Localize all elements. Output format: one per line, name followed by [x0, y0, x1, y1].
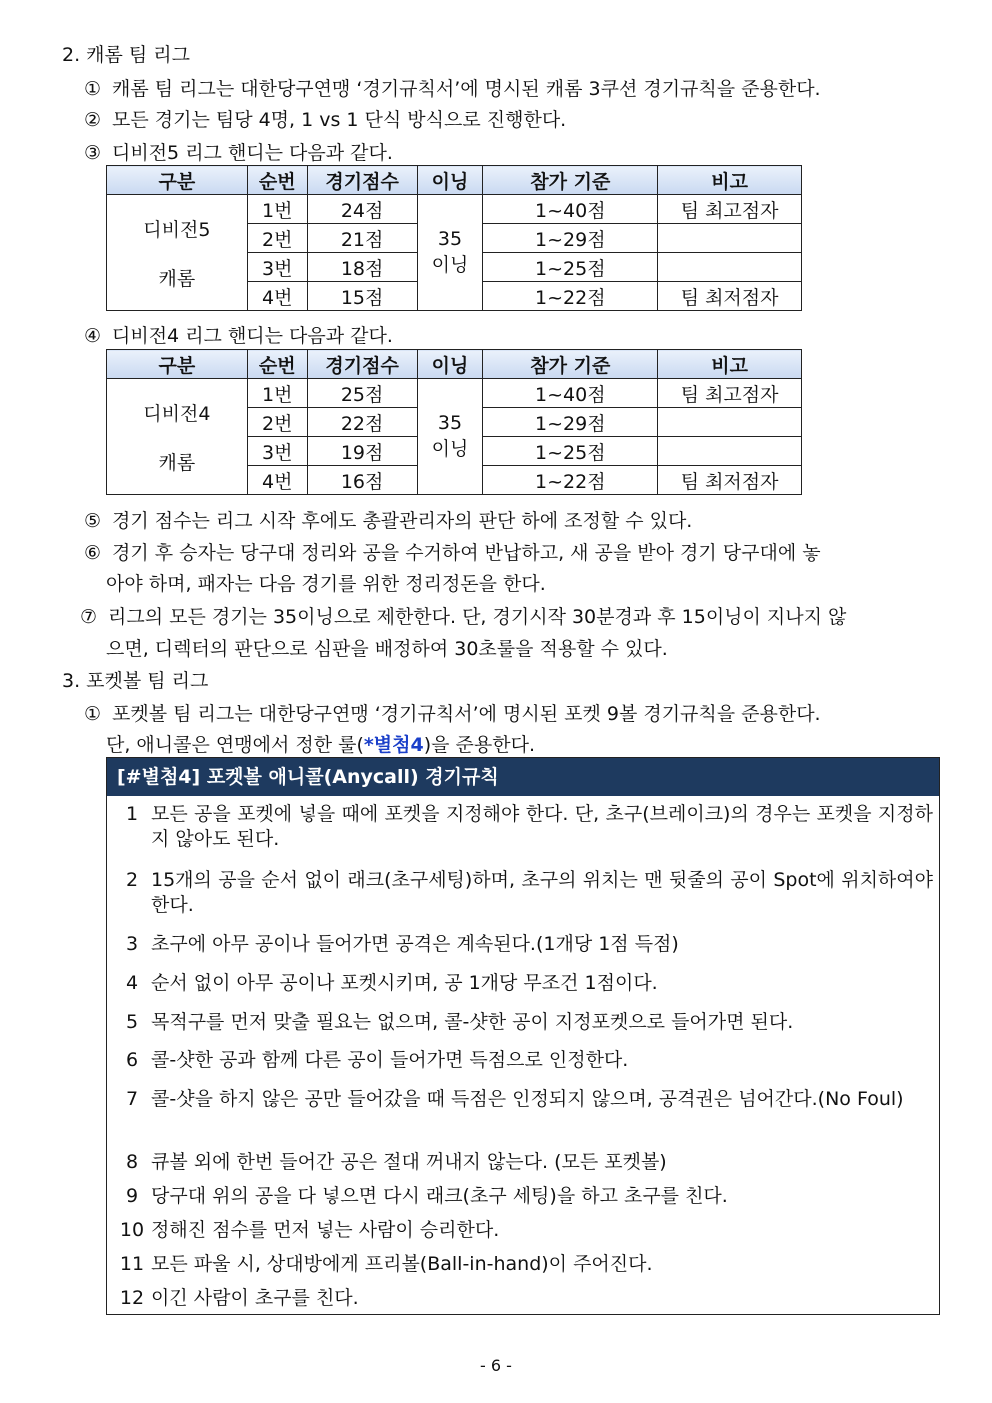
col-group: 구분 — [107, 166, 248, 195]
sec2-item-6-continued: 아야 하며, 패자는 다음 경기를 위한 정리정돈을 한다. — [106, 573, 546, 595]
col-note: 비고 — [658, 350, 802, 379]
note-cell: 팀 최저점자 — [658, 466, 802, 495]
order-cell: 2번 — [247, 224, 307, 253]
table-row — [107, 195, 802, 224]
attachment-title: [#별첨4] 포켓볼 애니콜(Anycall) 경기규칙 — [107, 758, 939, 796]
note-cell — [658, 408, 802, 437]
rule-text: 목적구를 먼저 맞출 필요는 없으며, 콜-샷한 공이 지정포켓으로 들어가면 된다. — [151, 1011, 794, 1033]
note-cell: 팀 최고점자 — [658, 379, 802, 408]
inning-cell — [417, 379, 483, 495]
section-2-heading: 2. 캐롬 팀 리그 — [62, 44, 191, 66]
item-text: 디비전5 리그 핸디는 다음과 같다. — [112, 142, 393, 164]
table-row — [107, 379, 802, 408]
order-cell: 3번 — [247, 437, 307, 466]
sec2-item-1 — [84, 76, 821, 102]
rule-text: 모든 공을 포켓에 넣을 때에 포켓을 지정해야 한다. 단, 초구(브레이크)의 경우는 포켓을 지정하지 않아도 된다. — [151, 803, 933, 850]
note-cell: 팀 최저점자 — [658, 282, 802, 311]
note-cell — [658, 437, 802, 466]
criteria-cell: 1~40점 — [483, 195, 658, 224]
score-cell: 18점 — [307, 253, 417, 282]
order-cell: 3번 — [247, 253, 307, 282]
order-cell: 1번 — [247, 379, 307, 408]
rule-number: 12 — [119, 1287, 145, 1309]
rule-text: 모든 파울 시, 상대방에게 프리볼(Ball-in-hand)이 주어진다. — [151, 1253, 653, 1275]
rule-text: 이긴 사람이 초구를 친다. — [151, 1287, 359, 1309]
score-cell: 15점 — [307, 282, 417, 311]
group-line2: 캐롬 — [158, 267, 196, 290]
item-text: 리그의 모든 경기는 35이닝으로 제한한다. 단, 경기시작 30분경과 후 15이닝이 지나지 않 — [108, 606, 847, 628]
order-cell: 1번 — [247, 195, 307, 224]
group-cell — [107, 379, 248, 495]
score-cell: 21점 — [307, 224, 417, 253]
rule-text: 순서 없이 아무 공이나 포켓시키며, 공 1개당 무조건 1점이다. — [151, 972, 658, 994]
item-text: 캐롬 팀 리그는 대한당구연맹 ‘경기규칙서’에 명시된 캐롬 3쿠션 경기규칙을 준용한다. — [112, 78, 821, 100]
rule-number: 10 — [119, 1219, 145, 1241]
sec2-item-5 — [84, 508, 692, 534]
section-3-heading: 3. 포켓볼 팀 리그 — [62, 670, 209, 692]
rule-text: 정해진 점수를 먼저 넣는 사람이 승리한다. — [151, 1219, 500, 1241]
rule-text: 15개의 공을 순서 없이 래크(초구세팅)하며, 초구의 위치는 맨 뒷줄의 공이 Spot에 위치하여야 한다. — [151, 869, 933, 916]
col-criteria: 참가 기준 — [483, 166, 658, 195]
order-cell: 4번 — [247, 282, 307, 311]
sec2-item-2 — [84, 107, 566, 133]
inning-line2: 이닝 — [431, 254, 469, 276]
attachment-4-box — [106, 757, 940, 1315]
inning-line1: 35 — [437, 412, 463, 434]
sec3-item-1-continued — [106, 732, 535, 758]
criteria-cell: 1~25점 — [483, 437, 658, 466]
division5-handicap-table — [106, 165, 802, 311]
criteria-cell: 1~29점 — [483, 408, 658, 437]
note-cell: 팀 최고점자 — [658, 195, 802, 224]
criteria-cell: 1~40점 — [483, 379, 658, 408]
sec2-item-3 — [84, 140, 393, 166]
group-cell — [107, 195, 248, 311]
sec2-item-7 — [80, 604, 846, 630]
text-part: 단, 애니콜은 연맹에서 정한 룰( — [106, 734, 364, 756]
sec3-item-1 — [84, 701, 821, 727]
table-header-row — [107, 166, 802, 195]
score-cell: 16점 — [307, 466, 417, 495]
col-inning: 이닝 — [417, 166, 483, 195]
item-number: ③ — [84, 142, 102, 164]
rule-text: 콜-샷한 공과 함께 다른 공이 들어가면 득점으로 인정한다. — [151, 1049, 629, 1071]
item-number: ⑤ — [84, 510, 102, 532]
rule-number: 2 — [125, 869, 139, 891]
item-number: ② — [84, 109, 102, 131]
col-score: 경기점수 — [307, 350, 417, 379]
item-number: ① — [84, 78, 102, 100]
item-number: ① — [84, 703, 102, 725]
col-order: 순번 — [247, 350, 307, 379]
item-number: ④ — [84, 325, 102, 347]
score-cell: 24점 — [307, 195, 417, 224]
table-header-row — [107, 350, 802, 379]
rule-number: 6 — [125, 1049, 139, 1071]
criteria-cell: 1~22점 — [483, 282, 658, 311]
score-cell: 22점 — [307, 408, 417, 437]
score-cell: 19점 — [307, 437, 417, 466]
group-line1: 디비전4 — [143, 402, 211, 425]
inning-line1: 35 — [437, 228, 463, 250]
rule-number: 7 — [125, 1088, 139, 1110]
rule-text: 당구대 위의 공을 다 넣으면 다시 래크(초구 세팅)을 하고 초구를 친다. — [151, 1185, 728, 1207]
rule-text: 초구에 아무 공이나 들어가면 공격은 계속된다.(1개당 1점 득점) — [151, 933, 679, 955]
criteria-cell: 1~29점 — [483, 224, 658, 253]
rule-number: 8 — [125, 1151, 139, 1173]
rule-text: 콜-샷을 하지 않은 공만 들어갔을 때 득점은 인정되지 않으며, 공격권은 넘어간다.(No Foul) — [151, 1088, 904, 1110]
sec2-item-7-continued: 으면, 디렉터의 판단으로 심판을 배정하여 30초룰을 적용할 수 있다. — [106, 638, 668, 660]
inning-cell — [417, 195, 483, 311]
item-text: 디비전4 리그 핸디는 다음과 같다. — [112, 325, 393, 347]
rule-text: 큐볼 외에 한번 들어간 공은 절대 꺼내지 않는다. (모든 포켓볼) — [151, 1151, 667, 1173]
item-text: 포켓볼 팀 리그는 대한당구연맹 ‘경기규칙서’에 명시된 포켓 9볼 경기규칙을 준용한다. — [112, 703, 821, 725]
division4-handicap-table — [106, 349, 802, 495]
item-number: ⑦ — [80, 606, 98, 628]
group-line2: 캐롬 — [158, 451, 196, 474]
attachment-reference: *별첨4 — [363, 734, 424, 756]
criteria-cell: 1~22점 — [483, 466, 658, 495]
col-inning: 이닝 — [417, 350, 483, 379]
sec2-item-4 — [84, 323, 393, 349]
criteria-cell: 1~25점 — [483, 253, 658, 282]
col-note: 비고 — [658, 166, 802, 195]
col-score: 경기점수 — [307, 166, 417, 195]
note-cell — [658, 224, 802, 253]
item-text: 모든 경기는 팀당 4명, 1 vs 1 단식 방식으로 진행한다. — [112, 109, 567, 131]
order-cell: 2번 — [247, 408, 307, 437]
note-cell — [658, 253, 802, 282]
item-number: ⑥ — [84, 542, 102, 564]
col-group: 구분 — [107, 350, 248, 379]
rule-number: 1 — [125, 803, 139, 825]
rule-number: 4 — [125, 972, 139, 994]
score-cell: 25점 — [307, 379, 417, 408]
item-text: 경기 후 승자는 당구대 정리와 공을 수거하여 반납하고, 새 공을 받아 경기 당구대에 놓 — [112, 542, 821, 564]
text-part: )을 준용한다. — [423, 734, 535, 756]
group-line1: 디비전5 — [143, 218, 211, 241]
rule-number: 3 — [125, 933, 139, 955]
rule-number: 9 — [125, 1185, 139, 1207]
col-order: 순번 — [247, 166, 307, 195]
rule-number: 5 — [125, 1011, 139, 1033]
col-criteria: 참가 기준 — [483, 350, 658, 379]
item-text: 경기 점수는 리그 시작 후에도 총괄관리자의 판단 하에 조정할 수 있다. — [112, 510, 693, 532]
order-cell: 4번 — [247, 466, 307, 495]
inning-line2: 이닝 — [431, 438, 469, 460]
rule-number: 11 — [119, 1253, 145, 1275]
page-number: - 6 - — [480, 1356, 512, 1375]
sec2-item-6 — [84, 540, 821, 566]
